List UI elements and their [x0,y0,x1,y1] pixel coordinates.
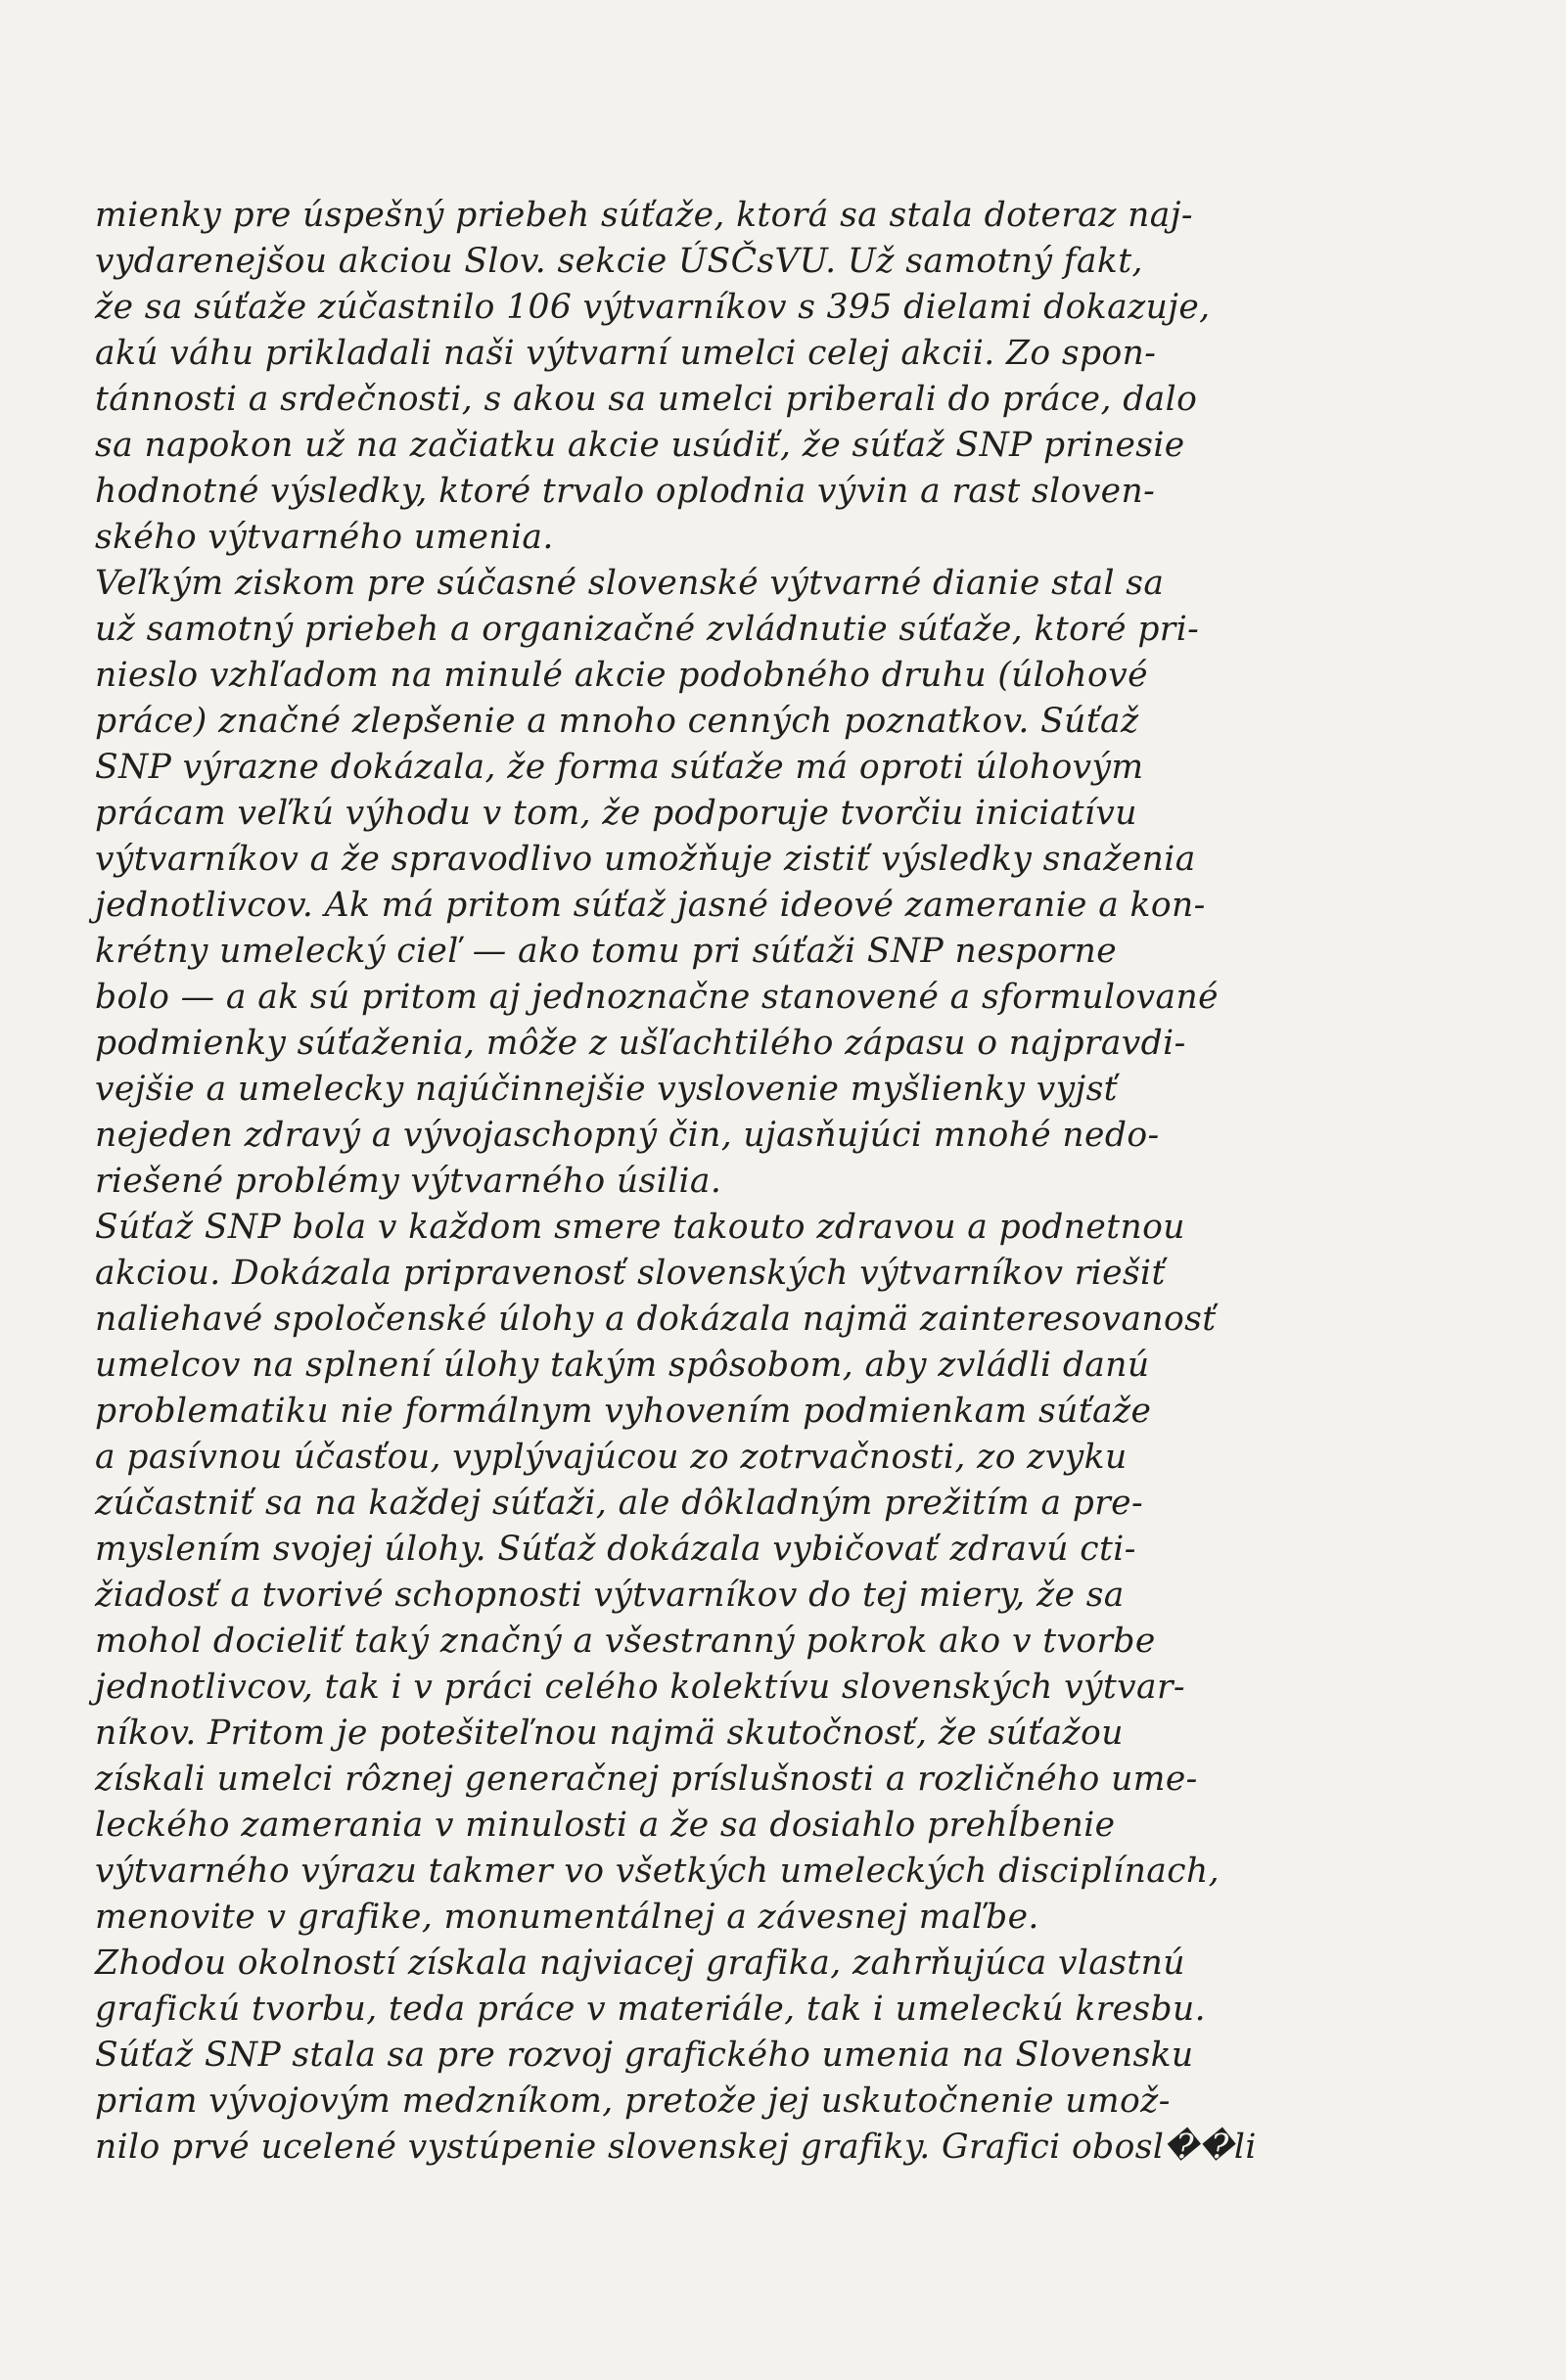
text-line: vydarenejšou akciou Slov. sekcie ÚSČsVU. Už samotný fakt, [95,242,1143,281]
text-line: Súťaž SNP stala sa pre rozvoj grafického umenia na Slovensku [95,2036,1194,2075]
text-line: sa napokon už na začiatku akcie usúdiť, že súťaž SNP prinesie [95,426,1185,465]
text-line: naliehavé spoločenské úlohy a dokázala najmä zainteresovanosť [95,1300,1217,1339]
text-line: tánnosti a srdečnosti, s akou sa umelci priberali do práce, dalo [95,380,1198,419]
body-text [95,193,1289,2171]
text-line: žiadosť a tvorivé schopnosti výtvarníkov do tej miery, že sa [95,1576,1125,1615]
text-line: mienky pre úspešný priebeh súťaže, ktorá sa stala doteraz naj- [95,196,1193,235]
text-line: že sa súťaže zúčastnilo 106 výtvarníkov s 395 dielami dokazuje, [95,288,1211,327]
text-line: menovite v grafike, monumentálnej a závesnej maľbe. [95,1898,1039,1937]
text-line: nilo prvé ucelené vystúpenie slovenskej grafiky. Grafici obosl��li [95,2128,1257,2167]
text-line: akú váhu prikladali naši výtvarní umelci celej akcii. Zo spon- [95,334,1157,373]
text-line: zúčastniť sa na každej súťaži, ale dôkladným prežitím a pre- [95,1484,1144,1523]
text-line: prácam veľkú výhodu v tom, že podporuje tvorčiu iniciatívu [95,794,1137,833]
text-line: výtvarného výrazu takmer vo všetkých umeleckých disciplínach, [95,1852,1220,1891]
text-line: podmienky súťaženia, môže z ušľachtilého zápasu o najpravdi- [95,1024,1186,1063]
text-line: ského výtvarného umenia. [95,518,554,557]
text-line: akciou. Dokázala pripravenosť slovenských výtvarníkov riešiť [95,1254,1166,1293]
text-line: Súťaž SNP bola v každom smere takouto zdravou a podnetnou [95,1208,1185,1247]
text-line: krétny umelecký cieľ — ako tomu pri súťaži SNP nesporne [95,932,1118,971]
text-line: mohol docieliť taký značný a všestranný pokrok ako v tvorbe [95,1622,1156,1661]
text-line: vejšie a umelecky najúčinnejšie vyslovenie myšlienky vyjsť [95,1070,1118,1109]
text-line: níkov. Pritom je potešiteľnou najmä skutočnosť, že súťažou [95,1714,1124,1753]
text-line: priam vývojovým medzníkom, pretože jej uskutočnenie umož- [95,2082,1171,2121]
text-line: leckého zamerania v minulosti a že sa dosiahlo prehĺbenie [95,1806,1116,1845]
text-line: a pasívnou účasťou, vyplývajúcou zo zotrvačnosti, zo zvyku [95,1438,1128,1477]
text-line: nejeden zdravý a vývojaschopný čin, ujasňujúci mnohé nedo- [95,1116,1160,1155]
text-line: umelcov na splnení úlohy takým spôsobom, aby zvládli danú [95,1346,1150,1385]
text-line: nieslo vzhľadom na minulé akcie podobného druhu (úlohové [95,656,1148,695]
text-line: grafickú tvorbu, teda práce v materiále, tak i umeleckú kresbu. [95,1990,1206,2029]
text-line: hodnotné výsledky, ktoré trvalo oplodnia vývin a rast sloven- [95,472,1156,511]
text-line: už samotný priebeh a organizačné zvládnutie súťaže, ktoré pri- [95,610,1200,649]
text-line: jednotlivcov, tak i v práci celého kolektívu slovenských výtvar- [95,1668,1185,1707]
text-line: myslením svojej úlohy. Súťaž dokázala vybičovať zdravú cti- [95,1530,1136,1569]
text-line: Veľkým ziskom pre súčasné slovenské výtvarné dianie stal sa [95,564,1165,603]
text-line: práce) značné zlepšenie a mnoho cenných poznatkov. Súťaž [95,702,1139,741]
text-line: jednotlivcov. Ak má pritom súťaž jasné ideové zameranie a kon- [95,886,1206,925]
text-line: SNP výrazne dokázala, že forma súťaže má oproti úlohovým [95,748,1144,787]
text-line: Zhodou okolností získala najviacej grafika, zahrňujúca vlastnú [95,1944,1185,1983]
text-line: výtvarníkov a že spravodlivo umožňuje zistiť výsledky snaženia [95,840,1196,879]
text-line: bolo — a ak sú pritom aj jednoznačne stanovené a sformulované [95,978,1219,1017]
text-line: problematiku nie formálnym vyhovením podmienkam súťaže [95,1392,1152,1431]
text-line: získali umelci rôznej generačnej príslušnosti a rozličného ume- [95,1760,1198,1799]
text-line: riešené problémy výtvarného úsilia. [95,1162,722,1201]
